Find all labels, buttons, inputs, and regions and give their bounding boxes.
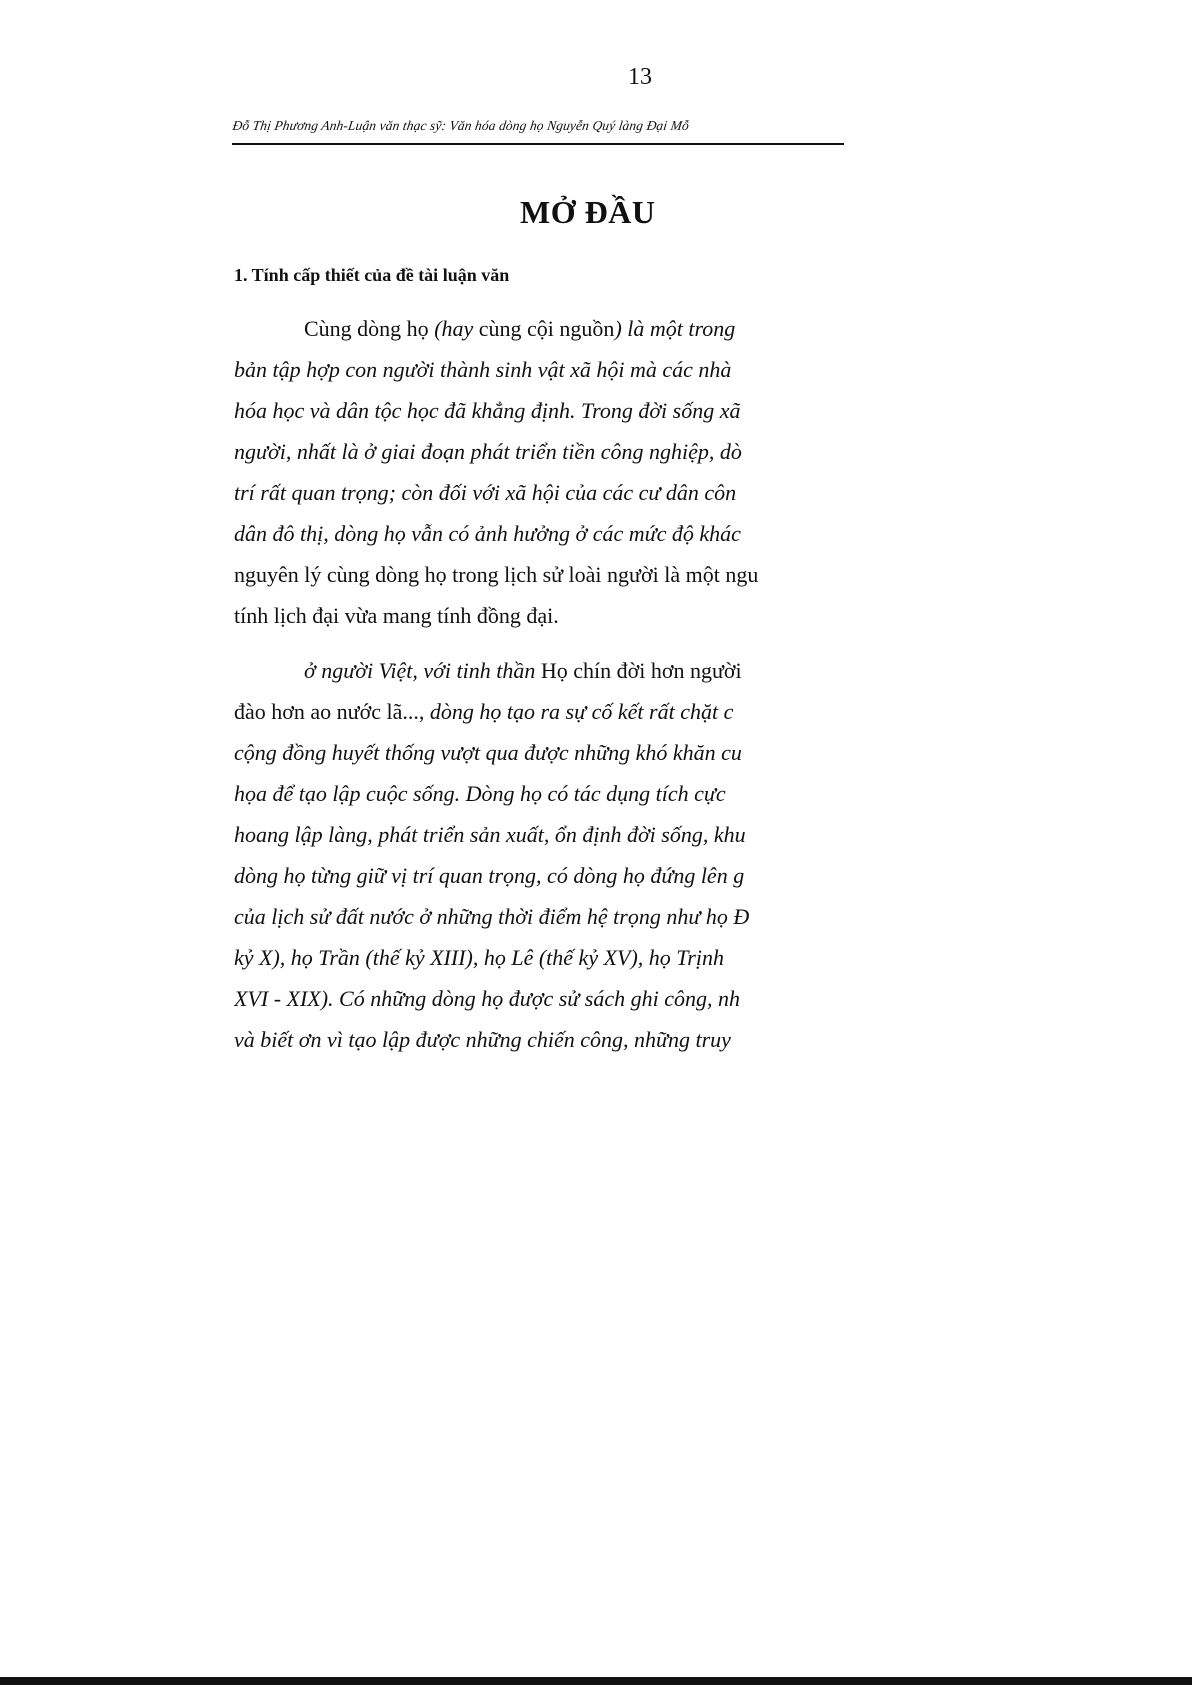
paragraph-1-line-4: người, nhất là ở giai đoạn phát triển tiền công nghiệp, dò — [234, 439, 742, 464]
text-run-italic: dòng họ tạo ra sự cố kết rất chặt c — [429, 699, 734, 724]
text-run-italic: (hay — [434, 316, 474, 341]
text-run-italic: ở người Việt, với tinh thần — [304, 658, 536, 683]
section-heading: 1. Tính cấp thiết của đề tài luận văn — [234, 265, 510, 285]
paragraph-2-line-3: cộng đồng huyết thống vượt qua được những khó khăn cu — [234, 740, 742, 765]
paragraph-2-line-6: dòng họ từng giữ vị trí quan trọng, có dòng họ đứng lên g — [234, 863, 745, 888]
page-number: 13 — [628, 64, 652, 90]
paragraph-2-line-9: XVI - XIX). Có những dòng họ được sử sách ghi công, nh — [234, 986, 740, 1011]
running-header: Đỗ Thị Phương Anh-Luận văn thạc sỹ: Văn hóa dòng họ Nguyễn Quý làng Đại Mỗ — [231, 118, 690, 133]
text-run: cùng cội nguồn — [473, 316, 615, 341]
chapter-title: MỞ ĐẦU — [520, 194, 656, 230]
text-run: Họ chín đời hơn người — [535, 658, 742, 683]
text-run: Cùng dòng họ — [304, 316, 435, 341]
paragraph-1-line-7: nguyên lý cùng dòng họ trong lịch sử loài người là một ngu — [234, 562, 759, 587]
paragraph-1-line-2: bản tập hợp con người thành sinh vật xã hội mà các nhà — [234, 357, 732, 382]
paragraph-2-line-5: hoang lập làng, phát triển sản xuất, ổn định đời sống, khu — [234, 822, 746, 847]
header-rule — [232, 143, 844, 145]
paragraph-1-line-3: hóa học và dân tộc học đã khẳng định. Trong đời sống xã — [234, 398, 741, 423]
paragraph-1-line-5: trí rất quan trọng; còn đối với xã hội của các cư dân côn — [234, 480, 737, 505]
paragraph-2-line-10: và biết ơn vì tạo lập được những chiến công, những truy — [234, 1027, 731, 1052]
text-run: đào hơn ao nước lã..., — [234, 699, 430, 724]
text-run-italic: ) là một trong — [614, 316, 736, 341]
paragraph-1-line-1 — [234, 308, 844, 349]
paragraph-2-line-2 — [234, 691, 844, 732]
body-text — [234, 308, 844, 1108]
clip-fade — [234, 1088, 844, 1108]
paragraph-2-line-8: kỷ X), họ Trần (thế kỷ XIII), họ Lê (thế kỷ XV), họ Trịnh — [234, 945, 724, 970]
paragraph-2-line-4: họa để tạo lập cuộc sống. Dòng họ có tác dụng tích cực — [234, 781, 726, 806]
paragraph-2-line-7: của lịch sử đất nước ở những thời điểm hệ trọng như họ Đ — [234, 904, 750, 929]
paragraph-1-line-8: tính lịch đại vừa mang tính đồng đại. — [234, 603, 559, 628]
paragraph-2-line-1 — [234, 650, 844, 691]
paragraph-1-line-6: dân đô thị, dòng họ vẫn có ảnh hưởng ở các mức độ khác — [234, 521, 741, 546]
scan-edge-strip — [0, 1677, 1192, 1685]
